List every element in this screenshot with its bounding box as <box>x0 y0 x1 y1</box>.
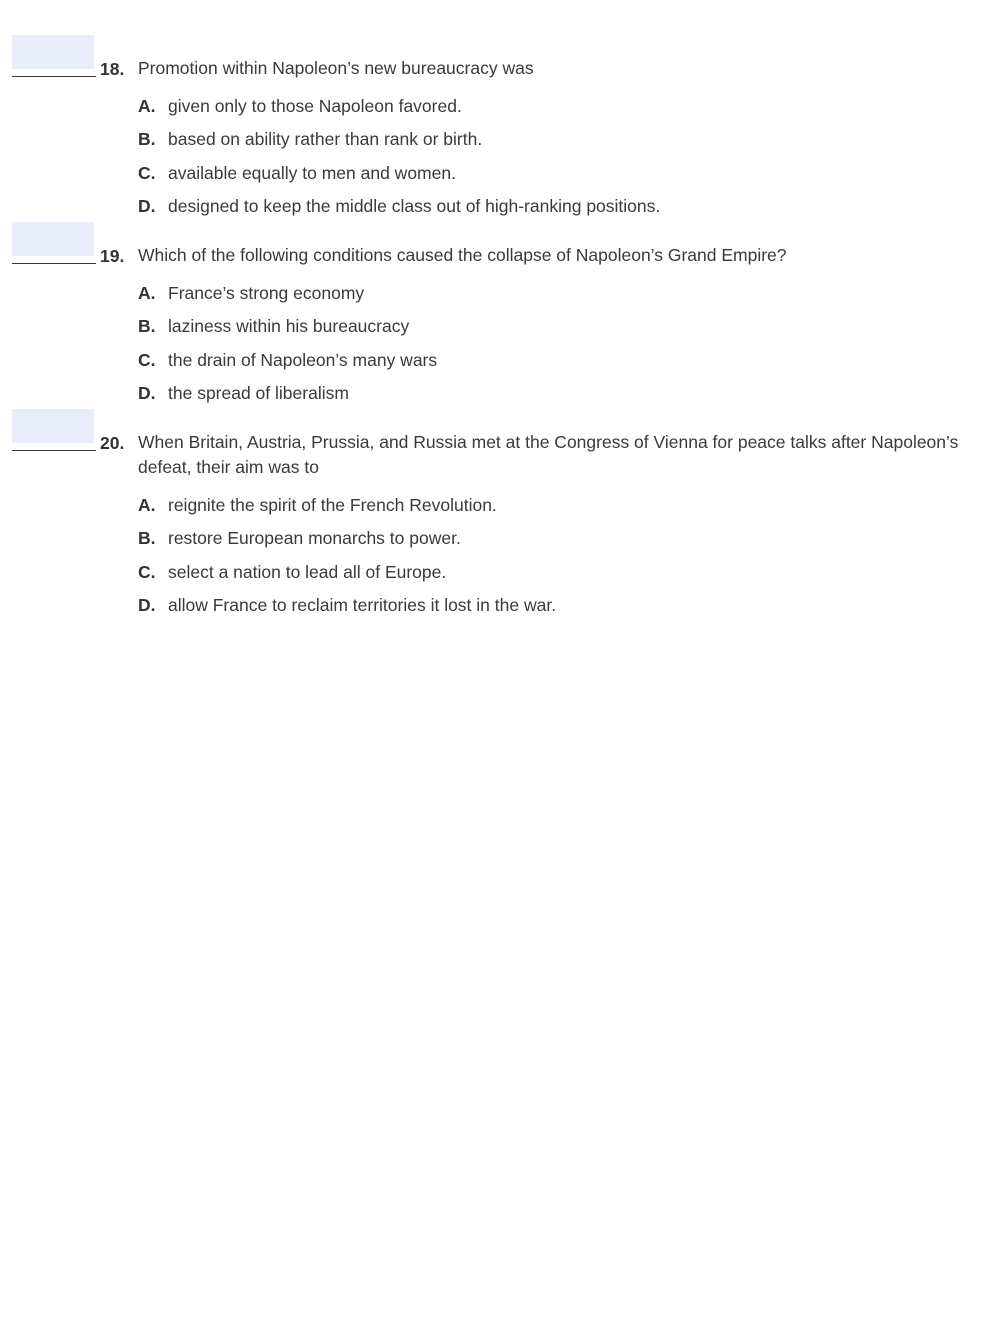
question-text: Promotion within Napoleon’s new bureaucracy was <box>138 58 534 78</box>
option-letter: B. <box>138 528 156 548</box>
option-text: the drain of Napoleon’s many wars <box>168 350 438 370</box>
option-letter: A. <box>138 283 156 303</box>
answer-line-20 <box>12 450 96 451</box>
answer-input-19[interactable] <box>12 222 94 256</box>
answer-line-19 <box>12 263 96 264</box>
option-c <box>138 562 446 583</box>
option-text: given only to those Napoleon favored. <box>168 96 462 116</box>
option-c <box>138 163 456 184</box>
option-letter: C. <box>138 562 156 582</box>
question-text: Which of the following conditions caused the collapse of Napoleon’s Grand Empire? <box>138 245 787 265</box>
option-a <box>138 96 462 117</box>
option-text: allow France to reclaim territories it lost in the war. <box>168 595 557 615</box>
answer-input-20[interactable] <box>12 409 94 443</box>
option-letter: B. <box>138 316 156 336</box>
answer-line-18 <box>12 76 96 77</box>
option-letter: A. <box>138 495 156 515</box>
option-text: restore European monarchs to power. <box>168 528 461 548</box>
option-d <box>138 595 556 616</box>
answer-input-18[interactable] <box>12 35 94 69</box>
option-text: select a nation to lead all of Europe. <box>168 562 447 582</box>
option-text: laziness within his bureaucracy <box>168 316 410 336</box>
option-text: reignite the spirit of the French Revolution. <box>168 495 497 515</box>
option-text: the spread of liberalism <box>168 383 349 403</box>
option-b <box>138 129 482 150</box>
option-text: based on ability rather than rank or birth. <box>168 129 483 149</box>
option-letter: C. <box>138 350 156 370</box>
option-d <box>138 383 349 404</box>
question-text: When Britain, Austria, Prussia, and Russia met at the Congress of Vienna for peace talks after Napoleon’s defeat, their aim was to <box>138 432 959 477</box>
option-d <box>138 196 660 217</box>
question-number: 20. <box>100 433 125 453</box>
option-b <box>138 316 409 337</box>
option-a <box>138 283 364 304</box>
option-text: France’s strong economy <box>168 283 365 303</box>
question-number: 19. <box>100 246 125 266</box>
option-text: designed to keep the middle class out of high-ranking positions. <box>168 196 661 216</box>
option-a <box>138 495 497 516</box>
question-number: 18. <box>100 59 125 79</box>
option-letter: D. <box>138 383 156 403</box>
option-letter: D. <box>138 595 156 615</box>
option-text: available equally to men and women. <box>168 163 456 183</box>
option-c <box>138 350 437 371</box>
option-b <box>138 528 461 549</box>
option-letter: C. <box>138 163 156 183</box>
option-letter: B. <box>138 129 156 149</box>
option-letter: A. <box>138 96 156 116</box>
option-letter: D. <box>138 196 156 216</box>
